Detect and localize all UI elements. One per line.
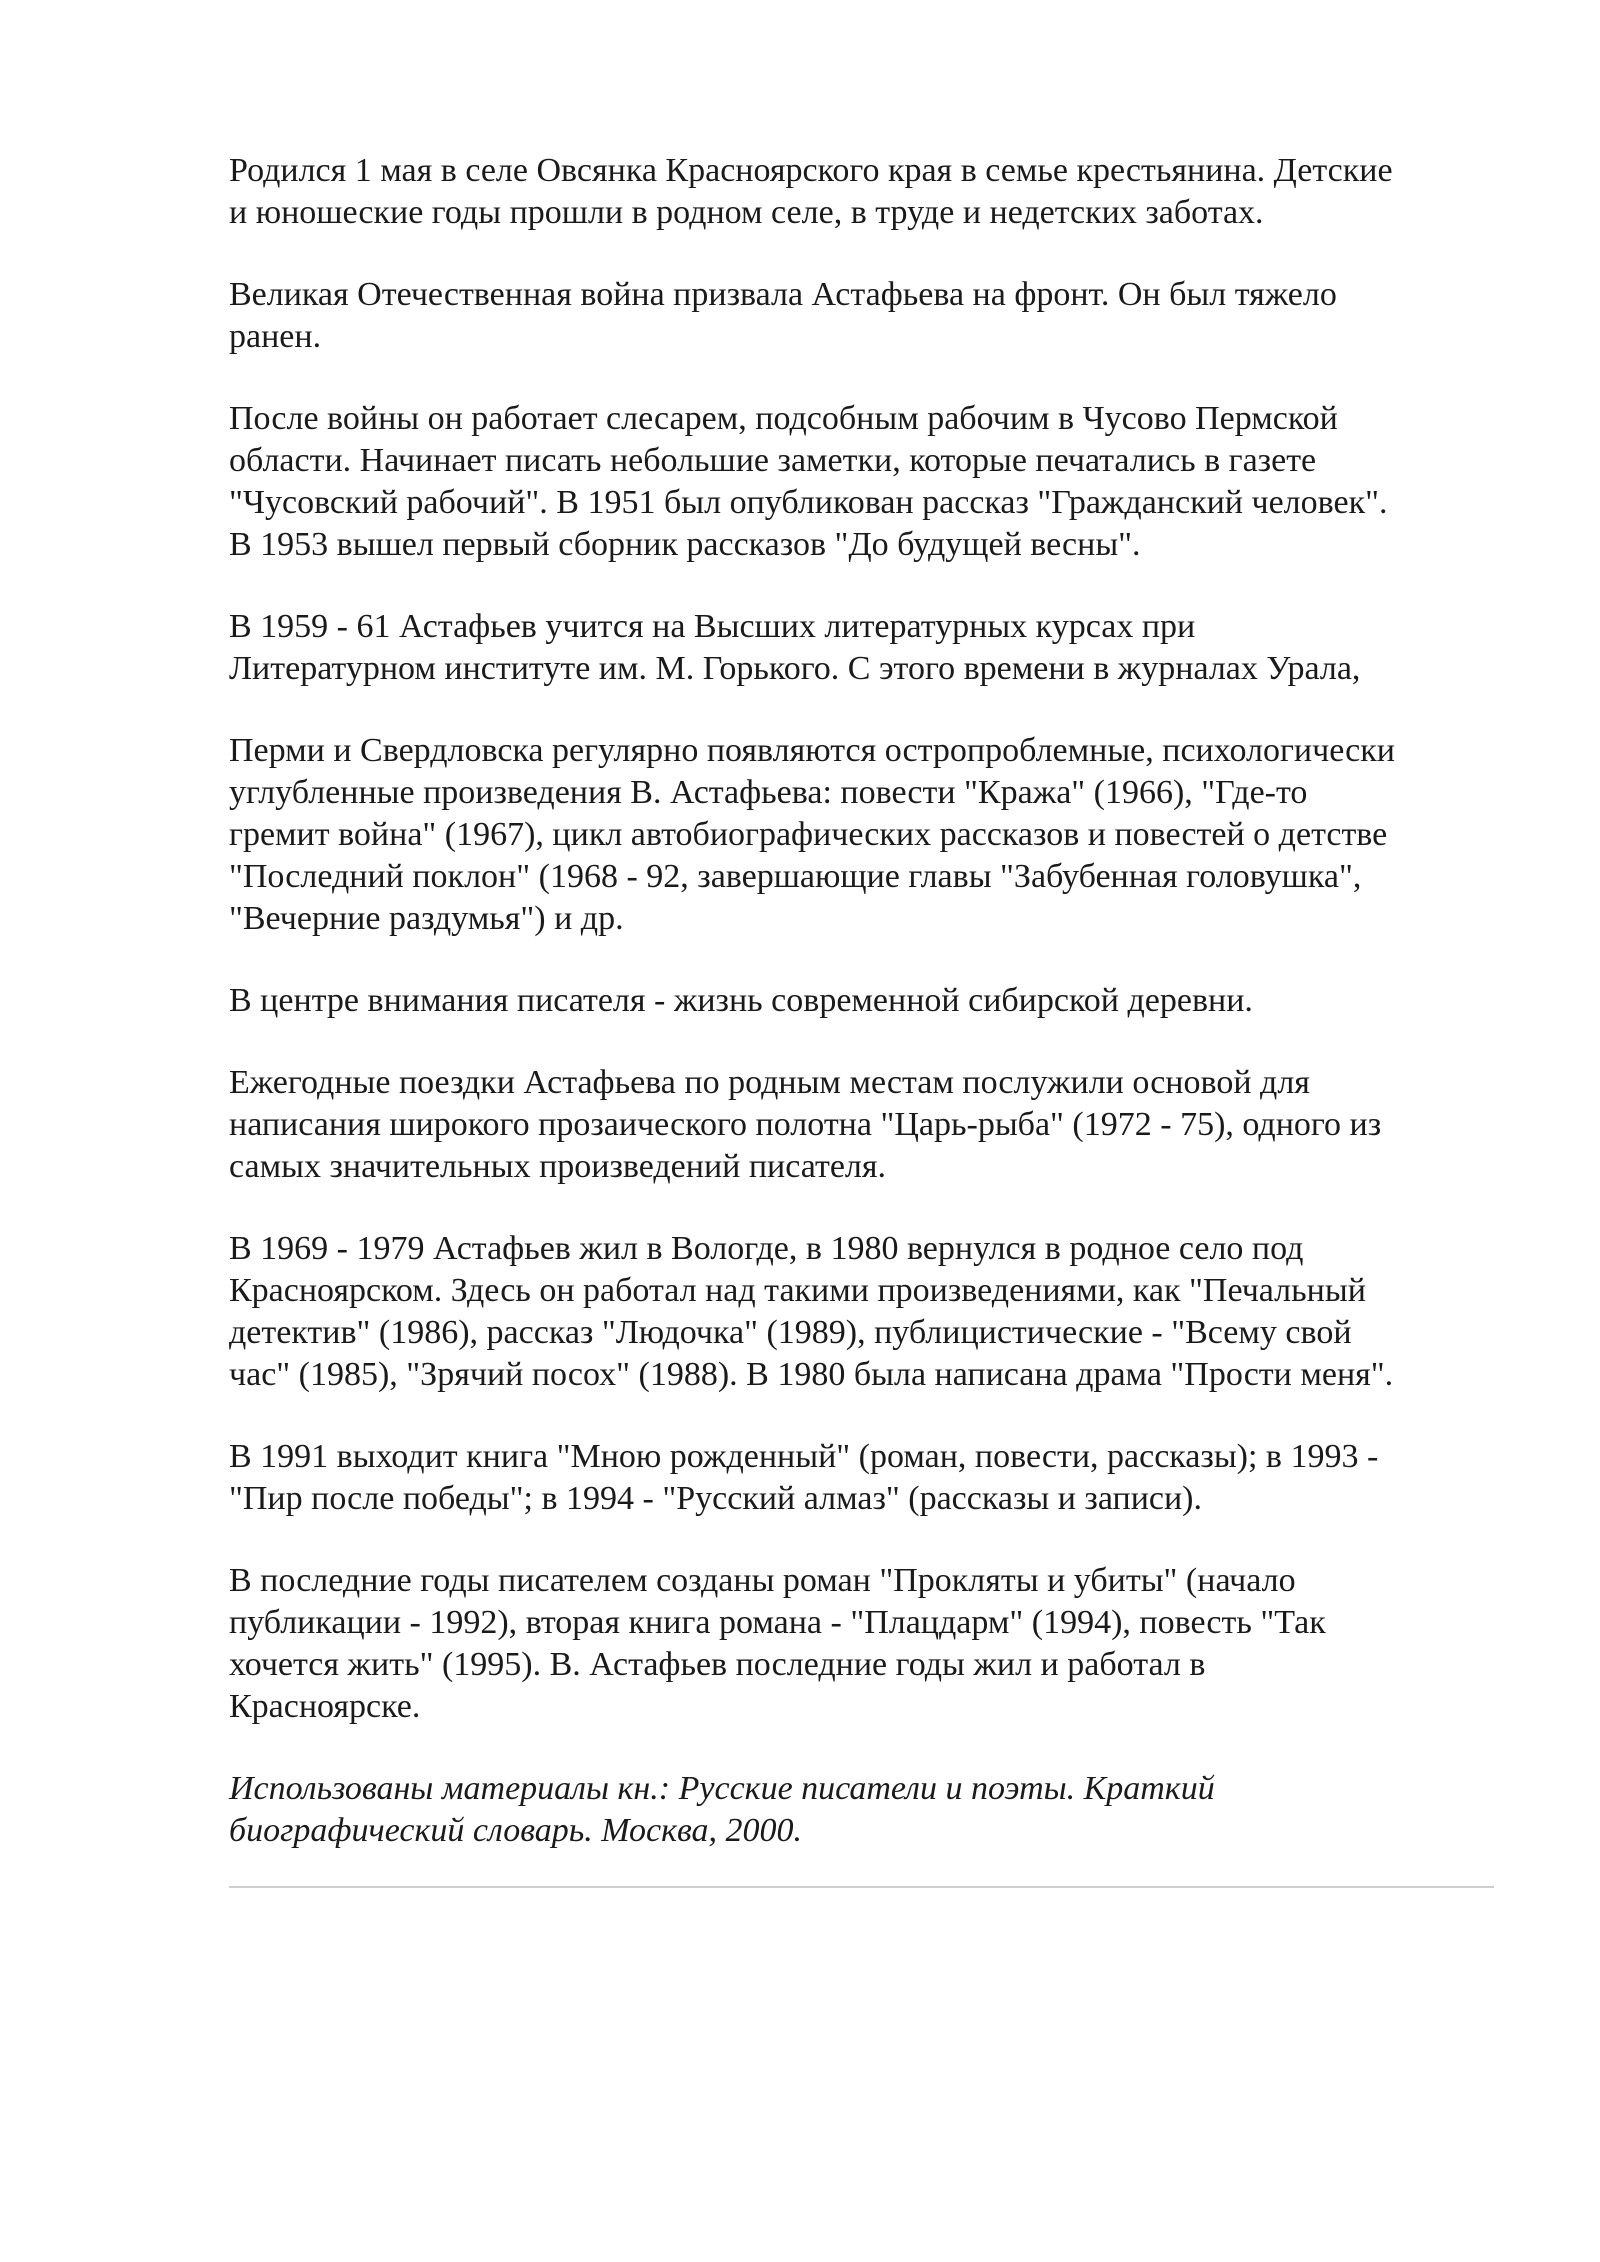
paragraph-village-focus <box>229 980 1494 1022</box>
text-line: Перми и Свердловска регулярно появляются остропроблемные, психологически <box>229 732 1395 769</box>
text-line: В 1953 вышел первый сборник рассказов "До будущей весны". <box>229 526 1141 563</box>
paragraph-1991 <box>229 1436 1494 1520</box>
text-line: "Пир после победы"; в 1994 - "Русский алмаз" (рассказы и записи). <box>229 1480 1203 1517</box>
text-line: "Последний поклон" (1968 - 92, завершающие главы "Забубенная головушка", <box>229 858 1362 895</box>
text-line: углубленные произведения В. Астафьева: повести "Кража" (1966), "Где-то <box>229 774 1308 811</box>
text-line: Родился 1 мая в селе Овсянка Красноярского края в семье крестьянина. Детские <box>229 152 1393 189</box>
paragraph-tsar-fish <box>229 1062 1494 1188</box>
source-citation <box>229 1768 1494 1852</box>
paragraph-after-war <box>229 398 1494 566</box>
text-line: детектив" (1986), рассказ "Людочка" (1989), публицистические - "Всему свой <box>229 1314 1352 1351</box>
text-line: Ежегодные поездки Астафьева по родным местам послужили основой для <box>229 1064 1310 1101</box>
text-line: и юношеские годы прошли в родном селе, в труде и недетских заботах. <box>229 194 1264 231</box>
paragraph-literary-courses <box>229 606 1494 690</box>
text-line: После войны он работает слесарем, подсобным рабочим в Чусово Пермской <box>229 400 1338 437</box>
paragraph-birth <box>229 150 1494 234</box>
text-line: В последние годы писателем созданы роман "Прокляты и убиты" (начало <box>229 1562 1296 1599</box>
horizontal-divider <box>229 1886 1494 1888</box>
paragraph-vologda <box>229 1228 1494 1396</box>
document-body <box>229 150 1494 1888</box>
text-line: Литературном институте им. М. Горького. С этого времени в журналах Урала, <box>229 650 1361 687</box>
text-line: самых значительных произведений писателя. <box>229 1148 887 1185</box>
text-line: биографический словарь. Москва, 2000. <box>229 1812 803 1849</box>
text-line: Красноярском. Здесь он работал над такими произведениями, как "Печальный <box>229 1272 1366 1309</box>
text-line: час" (1985), "Зрячий посох" (1988). В 1980 была написана драма "Прости меня". <box>229 1356 1394 1393</box>
text-line: гремит война" (1967), цикл автобиографических рассказов и повестей о детстве <box>229 816 1388 853</box>
text-line: Великая Отечественная война призвала Астафьева на фронт. Он был тяжело <box>229 276 1337 313</box>
paragraph-works <box>229 730 1494 940</box>
text-line: В 1959 - 61 Астафьев учится на Высших литературных курсах при <box>229 608 1196 645</box>
paragraph-last-years <box>229 1560 1494 1728</box>
text-line: "Чусовский рабочий". В 1951 был опубликован рассказ "Гражданский человек". <box>229 484 1388 521</box>
text-line: Красноярске. <box>229 1688 421 1725</box>
text-line: Использованы материалы кн.: Русские писатели и поэты. Краткий <box>229 1770 1215 1807</box>
text-line: ранен. <box>229 318 322 355</box>
text-line: "Вечерние раздумья") и др. <box>229 900 624 937</box>
text-line: В 1991 выходит книга "Мною рожденный" (роман, повести, рассказы); в 1993 - <box>229 1438 1379 1475</box>
text-line: хочется жить" (1995). В. Астафьев последние годы жил и работал в <box>229 1646 1206 1683</box>
text-line: публикации - 1992), вторая книга романа - "Плацдарм" (1994), повесть "Так <box>229 1604 1326 1641</box>
paragraph-war <box>229 274 1494 358</box>
text-line: В центре внимания писателя - жизнь современной сибирской деревни. <box>229 982 1253 1019</box>
text-line: области. Начинает писать небольшие заметки, которые печатались в газете <box>229 442 1317 479</box>
text-line: В 1969 - 1979 Астафьев жил в Вологде, в 1980 вернулся в родное село под <box>229 1230 1304 1267</box>
text-line: написания широкого прозаического полотна "Царь-рыба" (1972 - 75), одного из <box>229 1106 1382 1143</box>
